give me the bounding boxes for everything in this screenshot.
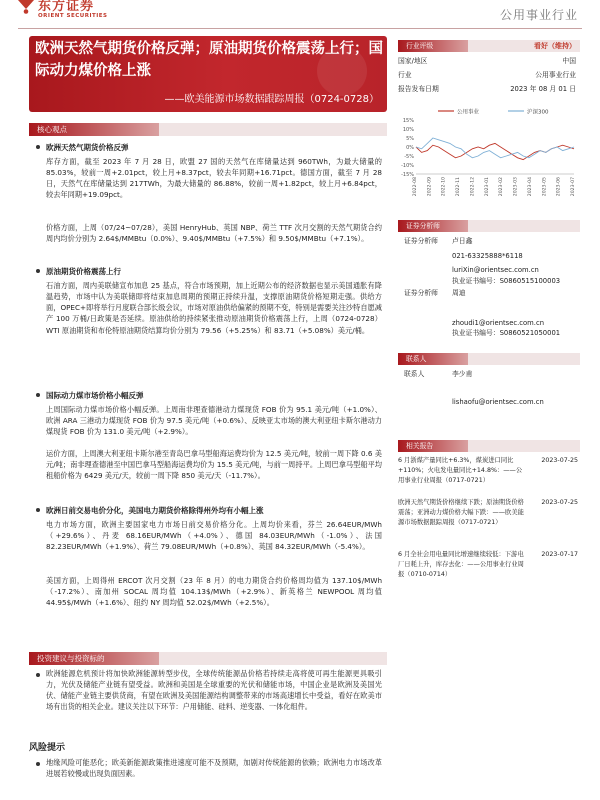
- x-tick-label: 2022-11: [456, 177, 462, 197]
- related-date: 2023-07-25: [541, 457, 578, 464]
- rating-label: 行业评级: [398, 40, 468, 52]
- bullet-icon: [36, 762, 40, 766]
- contact-name: 李少甫: [452, 370, 473, 378]
- core-para: 价格方面，上周（07/24~07/28），美国 HenryHub、英国 NBP、荷兰 TTF 次月交割的天然气期货合约周内均价分别为 2.64$/MMBtu（0.0%）、9.40$/MMBtu（+7.5%）和 9.50$/MMBtu（+7.1%）。: [46, 223, 382, 244]
- risk-title: 风险提示: [29, 743, 66, 753]
- related-title[interactable]: 6 月浙煤产量同比+6.3%，煤炭进口同比+110%；火电发电量同比+14.8%：——公用事业行业周报（0717-0721）: [398, 457, 523, 485]
- rating-value: 看好（维持）: [534, 42, 576, 50]
- advice-text: 欧洲能源危机预计将加快欧洲能源转型步伐，全球传统能源品价格若持续走高将使可再生能源更具吸引力，光伏及储能产业链有望受益。欧洲和美国是全球重要的光伏和储能市场，中国企业是欧洲及美国光伏、储能产业链主要供货商，有望在欧洲及美国能源结构调整带来的市场高速增长中受益，看好在欧美市场有出货的相关企业。建议关注以下环节：户用储能、硅料、逆变器、一体化组件。: [46, 669, 382, 712]
- risk-text: 地缘风险可能恶化；欧美新能源政策推进速度可能不及预期，加剧对传统能源的依赖；欧洲电力市场改革进展若较慢或出现负面因素。: [46, 758, 382, 779]
- x-tick-label: 2023-01: [484, 177, 490, 197]
- title-banner: [29, 36, 387, 112]
- analyst-phone: 021-63325888*6118: [452, 251, 523, 260]
- report-header: [0, 0, 600, 34]
- analyst-section-label: 证券分析师: [398, 220, 468, 232]
- contact-details: [452, 369, 580, 380]
- y-tick-label: -15%: [401, 171, 414, 178]
- info-value: 2023 年 08 月 01 日: [510, 85, 576, 93]
- advice-section-bar: [29, 652, 387, 665]
- info-value: 公用事业行业: [535, 71, 576, 79]
- x-tick-label: 2023-07: [571, 177, 576, 197]
- contact-email[interactable]: lishaofu@orientsec.com.cn: [452, 398, 544, 406]
- x-tick-label: 2023-06: [556, 177, 562, 197]
- y-tick-label: 10%: [402, 126, 414, 133]
- analyst-bar: [398, 220, 580, 232]
- y-tick-label: -5%: [404, 153, 414, 160]
- core-para: 电力市场方面，欧洲主要国家电力市场日前交易价格分化。上周均价来看，芬兰 26.64EUR/MWh（+29.6%）、丹麦 68.16EUR/MWh（+4.0%）、德国 84.03EUR/MWh（-1.0%）、法国 82.23EUR/MWh（+1.9%）、荷兰 79.08EUR/MWh（+0.8%）、英国 84.32EUR/MWh（-5.4%）。: [46, 520, 382, 552]
- x-tick-label: 2022-08: [413, 177, 418, 197]
- bullet-icon: [36, 508, 40, 512]
- header-divider: [18, 28, 582, 29]
- analyst-details: [452, 288, 580, 339]
- analyst-email[interactable]: luriXin@orientsec.com.cn: [452, 266, 539, 275]
- y-tick-label: -10%: [401, 162, 414, 169]
- x-tick-label: 2023-04: [527, 177, 533, 197]
- core-section-label: 核心观点: [29, 123, 159, 136]
- core-para: 运价方面，上周澳大利亚纽卡斯尔港至青岛巴拿马型船海运费均价为 12.5 美元/吨，较前一周下降 0.6 美元/吨；南非理查德港至中国巴拿马型船海运费均价为 15.5 美元/吨，与前一周持平。上周巴拿马型船平均租船价格为 6429 美元/天，较前一周下降 850 美元/天（-11.7%）。: [46, 449, 382, 481]
- x-tick-label: 2023-05: [542, 177, 548, 197]
- bullet-icon: [36, 269, 40, 273]
- contact-role: 联系人: [404, 370, 425, 378]
- core-item-head: 国际动力煤市场价格小幅反弹: [46, 391, 144, 400]
- y-tick-label: 0%: [406, 144, 414, 151]
- info-value: 中国: [562, 57, 576, 65]
- analyst-name: 卢日鑫: [452, 237, 473, 245]
- y-tick-label: 15%: [402, 117, 414, 124]
- analyst-license: 执业证书编号：S0860515100003: [452, 276, 561, 285]
- info-row-country: [398, 56, 580, 68]
- report-subtitle: ——欧美能源市场数据跟踪周报（0724-0728）: [164, 94, 379, 105]
- logo-en: ORIENT SECURITIES: [38, 13, 108, 19]
- info-row-date: [398, 84, 580, 96]
- y-tick-label: 5%: [406, 135, 414, 142]
- info-key: 报告发布日期: [398, 85, 439, 93]
- core-para: 美国方面，上周得州 ERCOT 次月交割（23 年 8 月）的电力期货合约价格周均值为 137.10$/MWh（-17.2%）、南加州 SOCAL 周均值 104.13$/MWh（+2.9%）、新英格兰 NEWPOOL 周均值 44.95$/MWh（+1.6%）、纽约 NY 周均值 52.02$/MWh（+2.5%）。: [46, 576, 382, 608]
- bullet-icon: [36, 393, 40, 397]
- logo-cn: 东方证券: [38, 0, 95, 14]
- report-title: 欧洲天然气期货价格反弹；原油期货价格震荡上行；国际动力煤价格上涨: [35, 41, 383, 79]
- contact-bar: [398, 353, 580, 365]
- bullet-icon: [36, 673, 40, 677]
- related-title[interactable]: 6 月全社会用电量同比增速继续较低：下游电厂日耗上升，库存去化：——公用事业行业周报（0710-0714）: [398, 551, 524, 579]
- related-section-label: 相关报告: [398, 440, 468, 452]
- series-line: [416, 143, 574, 159]
- legend-label: 公用事业: [457, 109, 480, 116]
- x-tick-label: 2023-03: [513, 177, 519, 197]
- core-para: 石油方面，周内美联储宣布加息 25 基点，符合市场预期，加上近期公布的经济数据也显示美国通胀有降温趋势，市场中认为美联储即将结束加息周期的预期正持续升温，支撑原油期货价格短期走强。供给方面，OPEC+即将举行月度联合部长级会议，市场对原油供给偏紧的预期不变，特别是需要关注沙特自愿减产 100 万桶/日政策是否延续。原油供给的持续紧张推动原油期货价格震荡上行，上周（0724-0728）WTI 原油期货和布伦特原油期货结算均价分别为 79.56（+5.25%）和 83.71（+5.08%）美元/桶。: [46, 281, 382, 335]
- industry-label: 公用事业行业: [499, 8, 578, 22]
- x-tick-label: 2022-12: [470, 177, 476, 197]
- core-item-head: 原油期货价格震荡上行: [46, 267, 121, 276]
- core-section-bar: [29, 123, 387, 136]
- core-para: 上周国际动力煤市场价格小幅反弹。上周南非理查德港动力煤现货 FOB 价为 95.1 美元/吨（+1.0%）、欧洲 ARA 三港动力煤现货 FOB 价为 97.5 美元/吨（+0.6%）、反映亚太市场的澳大利亚纽卡斯尔港动力煤现货 FOB 价为 131.0 美元/吨（+2.9%）。: [46, 405, 382, 437]
- x-tick-label: 2022-09: [427, 177, 433, 197]
- info-key: 国家/地区: [398, 57, 428, 65]
- related-title[interactable]: 欧洲天然气期货价格继续下跌；原油期货价格震荡；亚洲动力煤价格大幅下跌：——欧美能源市场数据跟踪周报（0717-0721）: [398, 499, 524, 527]
- legend-label: 沪深300: [527, 109, 549, 116]
- logo-mark-icon: [18, 0, 34, 14]
- core-para: 库存方面，截至 2023 年 7 月 28 日，欧盟 27 国的天然气在库储量达到 960TWh，为最大储量的 85.03%，较前一周+2.01pct，较上月+8.37pct，较去年同期+16.71pct。德国方面，截至 7 月 28 日，天然气在库储量达到 217TWh，为最大储量的 86.88%，较前一周+1.82pct，较上月+6.84pct，较去年同期+19.09pct。: [46, 157, 382, 200]
- related-date: 2023-07-25: [541, 499, 578, 506]
- x-tick-label: 2023-02: [499, 177, 505, 197]
- analyst-name: 周迪: [452, 289, 466, 297]
- core-item-head: 欧洲日前交易电价分化，美国电力期货价格除得州外均有小幅上涨: [46, 506, 264, 515]
- core-item-head: 欧洲天然气期货价格反弹: [46, 143, 129, 152]
- related-date: 2023-07-17: [541, 551, 578, 558]
- analyst-email[interactable]: zhoudi1@orientsec.com.cn: [452, 318, 545, 327]
- x-tick-label: 2022-10: [441, 177, 447, 197]
- company-logo: [18, 0, 168, 30]
- analyst-license: 执业证书编号：S0860521050001: [452, 329, 561, 338]
- advice-section-label: 投资建议与投资标的: [29, 652, 159, 665]
- info-row-industry: [398, 70, 580, 82]
- performance-chart: [398, 106, 580, 206]
- analyst-role: 证券分析师: [404, 289, 438, 297]
- analyst-role: 证券分析师: [404, 237, 438, 245]
- info-key: 行业: [398, 71, 412, 79]
- bullet-icon: [36, 145, 40, 149]
- rating-bar: [398, 40, 580, 52]
- related-bar: [398, 440, 580, 452]
- analyst-details: [452, 236, 580, 286]
- contact-section-label: 联系人: [398, 353, 468, 365]
